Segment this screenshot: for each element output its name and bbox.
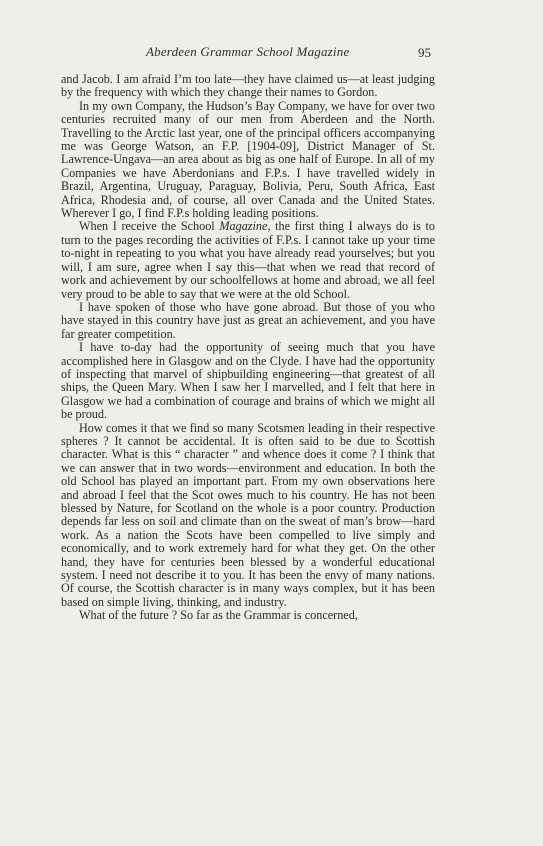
running-title: Aberdeen Grammar School Magazine xyxy=(146,44,350,59)
body-text xyxy=(61,73,435,623)
paragraph-school-magazine: When I receive the School Magazine, the first thing I always do is to turn to the pages recording the activities of F.P.s. I cannot take up your time to-night in repeating to you what you have already read yourselves; but you will, I am sure, agree when I say this—that when we read that record of work and achievement by our schoolfellows at home and abroad, we all feel very proud to be able to say that we were at the old School. xyxy=(61,219,435,301)
paragraph-stayed-home: I have spoken of those who have gone abroad. But those of you who have stayed in this country have just as great an achievement, and you have far greater competition. xyxy=(61,299,435,341)
italic-title: Magazine xyxy=(219,219,268,234)
paragraph-future: What of the future ? So far as the Grammar is concerned, xyxy=(79,608,358,623)
paragraph-glasgow-clyde: I have to-day had the opportunity of seeing much that you have accomplished here in Glasgow and on the Clyde. I have had the opportunity of inspecting that marvel of shipbuilding engineering—that greatest of all ships, the Queen Mary. When I saw her I marvelled, and I felt that here in Glasgow we had a combination of courage and brains of which we might all be proud. xyxy=(61,340,435,422)
paragraph-scottish-character: How comes it that we find so many Scotsmen leading in their respective spheres ? It cannot be accidental. It is often said to be due to Scottish character. What is this “ character ” and whence does it come ? I think that we can answer that in two words—environment and education. In both the old School has played an important part. From my own observations here and abroad I feel that the Scot owes much to his country. He has not been blessed by Nature, for Scotland on the whole is a poor country. Production depends far less on soil and climate than on the sweat of man’s brow—hard work. As a nation the Scots have been compelled to live simply and economically, and to work extremely hard for what they get. On the other hand, they have for centuries been blessed by a wonderful educational system. I need not describe it to you. It has been the envy of many nations. Of course, the Scottish character is in many ways complex, but it has been based on simple living, thinking, and industry. xyxy=(61,420,435,609)
running-head xyxy=(0,44,543,64)
paragraph-continuation: and Jacob. I am afraid I’m too late—they have claimed us—at least judging by the frequency with which they change their names to Gordon. xyxy=(61,72,435,100)
paragraph-hudsons-bay: In my own Company, the Hudson’s Bay Company, we have for over two centuries recruited many of our men from Aberdeen and the North. Travelling to the Arctic last year, one of the principal officers accompanying me was George Watson, an F.P. [1904-09], District Manager of St. Lawrence-Ungava—an area about as big as one half of Europe. In all of my Companies we have Aberdonians and F.P.s. I have travelled widely in Brazil, Argentina, Uruguay, Paraguay, Bolivia, Peru, South Africa, East Africa, Rhodesia and, of course, all over Canada and the United States. Wherever I go, I find F.P.s holding leading positions. xyxy=(61,98,435,221)
page-number: 95 xyxy=(418,45,431,60)
